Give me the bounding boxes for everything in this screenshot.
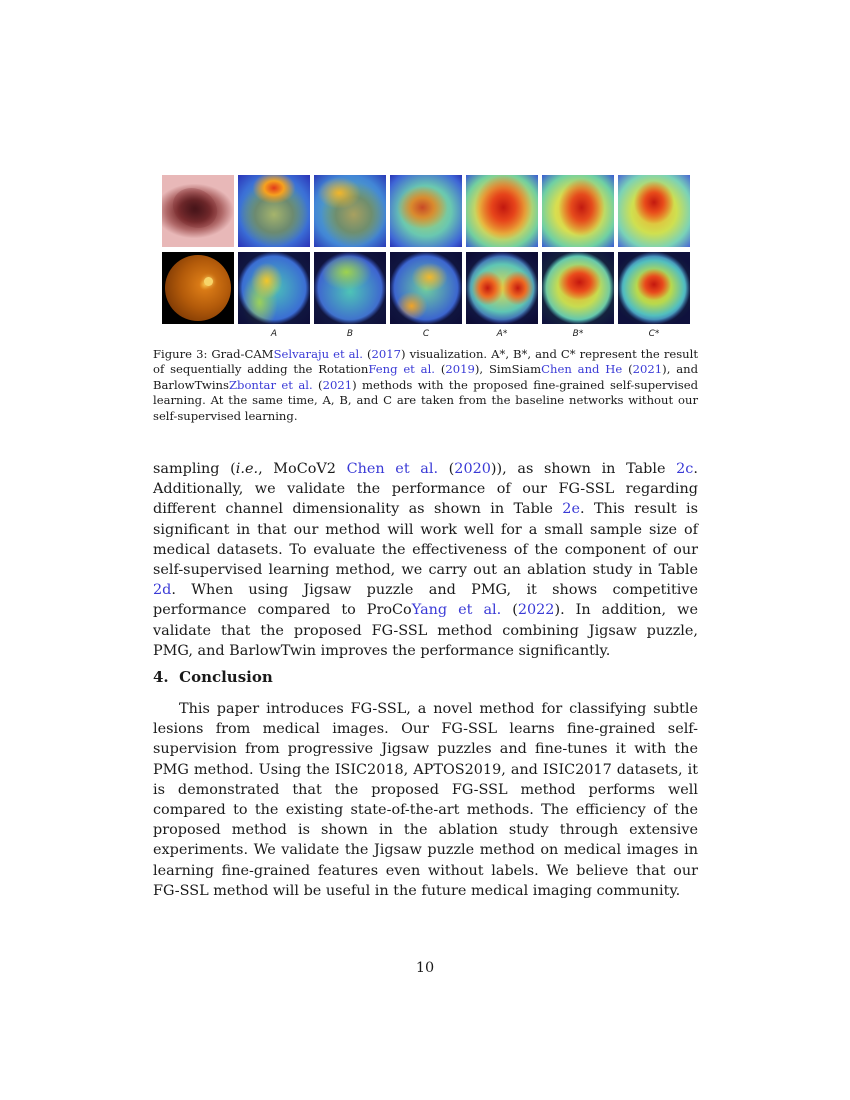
fundus-heatmap-a-star <box>466 252 538 324</box>
paragraph-conclusion: This paper introduces FG-SSL, a novel method for classifying subtle lesions from medical images. Our FG-SSL learns fine-grained self-supervision from progressive Jigsaw puzzles and fine-tunes it with the PMG method. Using the ISIC2018, APTOS2019, and ISIC2017 datasets, it is demonstrated that the proposed FG-SSL method performs well compared to the existing state-of-the-art methods. The efficiency of the proposed method is shown in the ablation study through extensive experiments. We validate the Jigsaw puzzle method on medical images in learning fine-grained features even without labels. We believe that our FG-SSL method will be useful in the future medical imaging community. <box>153 701 698 899</box>
section-title: Conclusion <box>179 668 273 686</box>
fundus-original-image <box>162 252 234 324</box>
fundus-heatmap-a <box>238 252 310 324</box>
fundus-heatmap-c <box>390 252 462 324</box>
figure-3 <box>162 175 690 340</box>
skin-heatmap-a-star <box>466 175 538 247</box>
fundus-heatmap-b-star <box>542 252 614 324</box>
table-ref-2c[interactable]: 2c <box>676 461 694 477</box>
citation-chen-2020-year[interactable]: 2020 <box>454 461 491 477</box>
page-number: 10 <box>415 960 435 976</box>
fundus-heatmap-b <box>314 252 386 324</box>
fundus-heatmap-c-star <box>618 252 690 324</box>
column-label-b: B <box>346 329 354 339</box>
paragraph-ablation: sampling (i.e., MoCoV2 Chen et al. (2020)), as shown in Table 2c. Additionally, we validate the performance of our FG-SSL regarding different channel dimensionality as shown in Table 2e. This result is significant in that our method will work well for a small sample size of medical datasets. To evaluate the effectiveness of the component of our self-supervised learning method, we carry out an ablation study in Table 2d. When using Jigsaw puzzle and PMG, it shows competitive performance compared to ProCoYang et al. (2022). In addition, we validate that the proposed FG-SSL method combining Jigsaw puzzle, PMG, and BarlowTwin improves the performance significantly. <box>153 461 699 659</box>
skin-heatmap-b-star <box>542 175 614 247</box>
skin-heatmap-a <box>238 175 310 247</box>
figure-caption: Figure 3: Grad-CAMSelvaraju et al. (2017) visualization. A*, B*, and C* represent the result of sequentially adding the RotationFeng et al. (2019), SimSiamChen and He (2021), and BarlowTwinsZbontar et al. (2021) methods with the proposed fine-grained self-supervised learning. At the same time, A, B, and C are taken from the baseline networks without our self-supervised learning. <box>153 347 699 423</box>
fundus-row <box>162 252 690 324</box>
citation-chen-he[interactable]: Chen and He <box>541 362 623 377</box>
skin-heatmap-c <box>390 175 462 247</box>
column-label-c-star: C* <box>648 329 660 339</box>
citation-selvaraju-year[interactable]: 2017 <box>371 347 402 361</box>
skin-heatmap-c-star <box>618 175 690 247</box>
table-ref-2e[interactable]: 2e <box>562 501 580 518</box>
citation-feng[interactable]: Feng et al. <box>368 362 435 377</box>
table-ref-2d[interactable]: 2d <box>153 582 172 599</box>
column-label-original <box>162 328 234 340</box>
section-heading <box>153 668 273 686</box>
column-label-a-star: A* <box>496 329 508 339</box>
citation-zbontar[interactable]: Zbontar et al. <box>228 377 313 392</box>
column-label-b-star: B* <box>572 329 584 339</box>
citation-yang-year[interactable]: 2022 <box>517 602 555 619</box>
citation-chen-he-year[interactable]: 2021 <box>632 362 663 377</box>
column-labels <box>162 328 690 340</box>
skin-lesion-original-image <box>162 175 234 247</box>
column-label-c: C <box>422 329 430 339</box>
column-label-a: A <box>270 329 278 339</box>
skin-lesion-row <box>162 175 690 247</box>
citation-feng-year[interactable]: 2019 <box>445 362 475 377</box>
section-number: 4. <box>153 668 169 686</box>
citation-selvaraju[interactable]: Selvaraju et al. <box>273 347 363 361</box>
citation-zbontar-year[interactable]: 2021 <box>322 377 353 392</box>
citation-chen-2020[interactable]: Chen et al. <box>346 461 439 477</box>
skin-heatmap-b <box>314 175 386 247</box>
citation-yang[interactable]: Yang et al. <box>411 602 502 619</box>
